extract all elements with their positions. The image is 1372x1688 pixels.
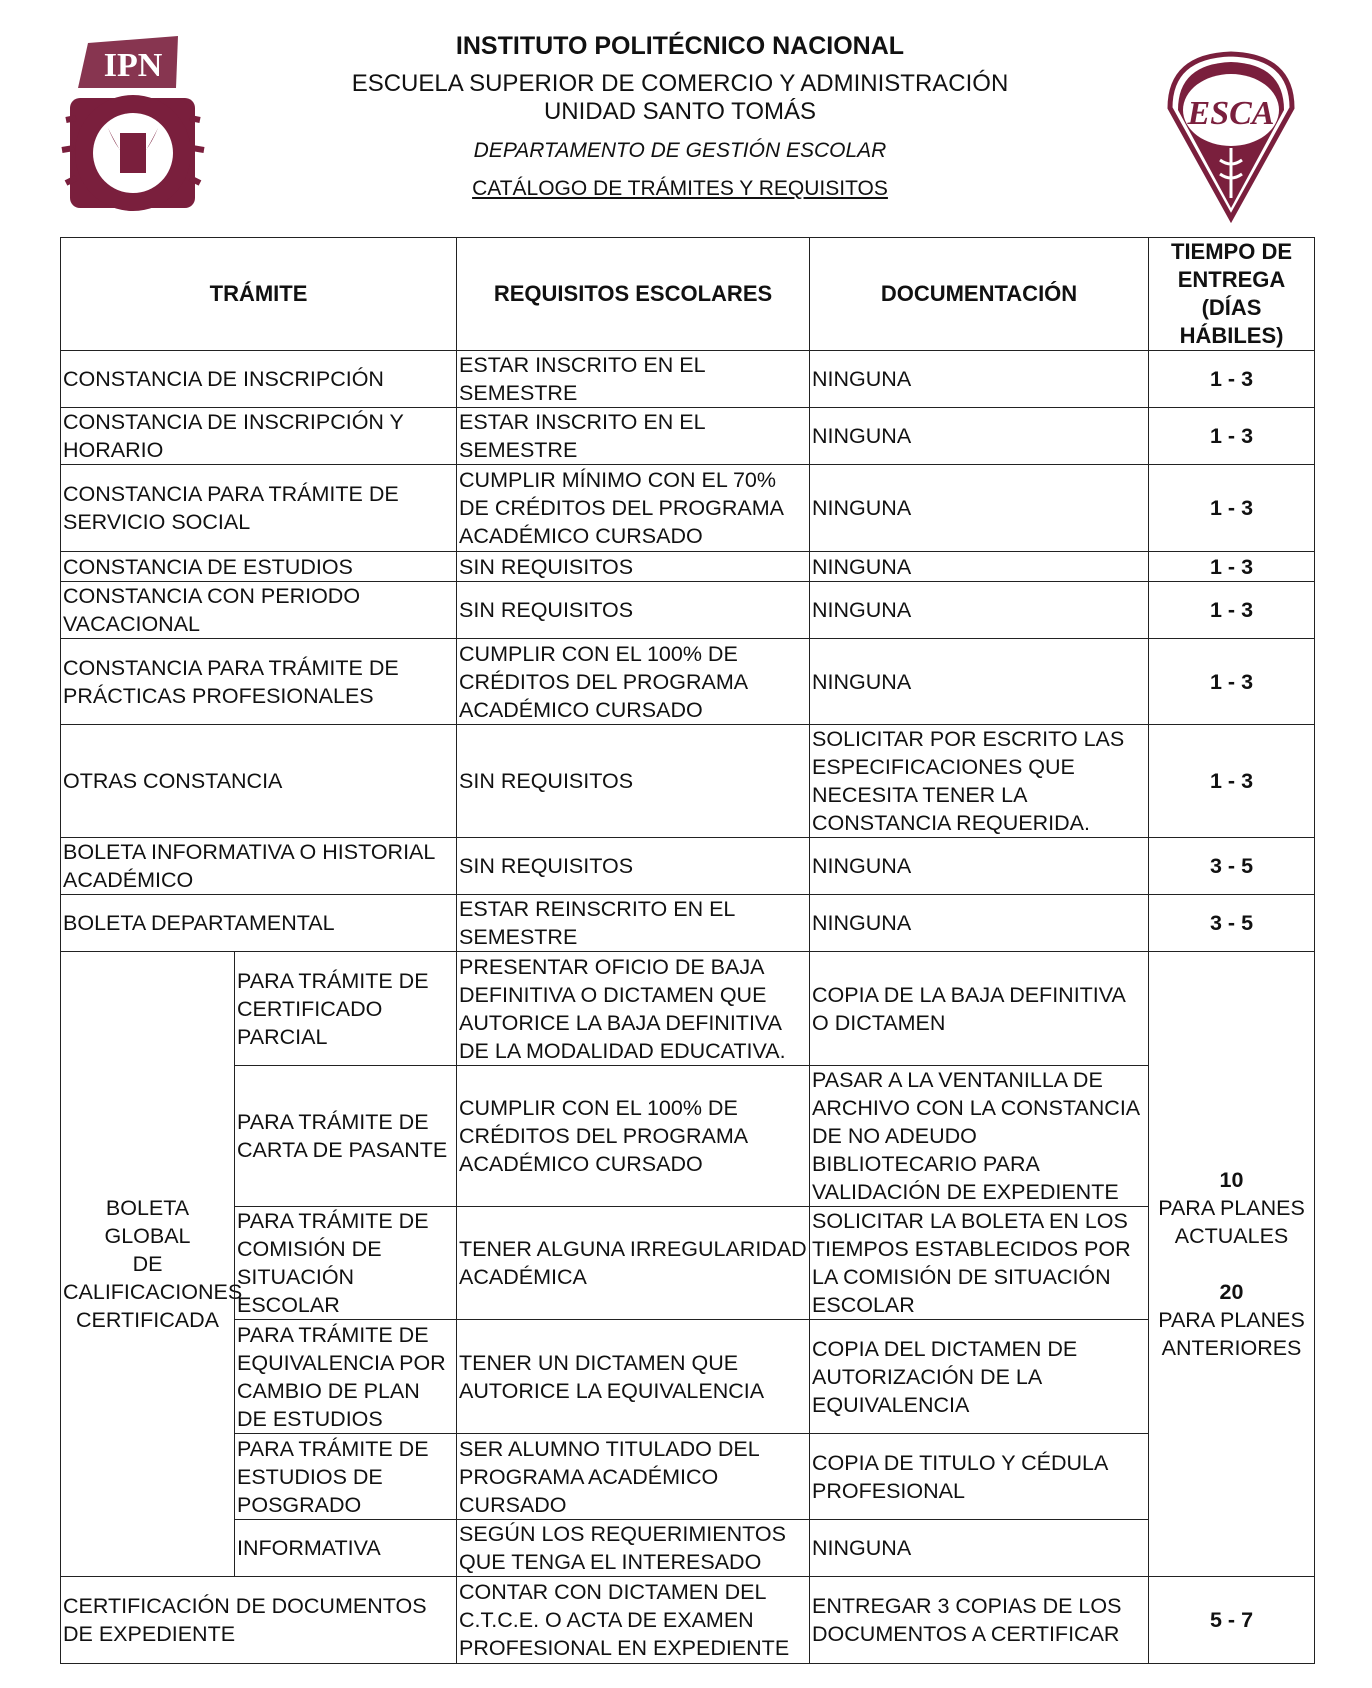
catalog-title: CATÁLOGO DE TRÁMITES Y REQUISITOS <box>472 177 888 200</box>
table-row <box>61 1434 1315 1520</box>
cell-requisitos: PRESENTAR OFICIO DE BAJA DEFINITIVA O DICTAMEN QUE AUTORICE LA BAJA DEFINITIVA DE LA MODALIDAD EDUCATIVA. <box>457 952 810 1066</box>
cell-requisitos: ESTAR INSCRITO EN EL SEMESTRE <box>457 408 810 465</box>
cell-tiempo: 5 - 7 <box>1149 1577 1315 1664</box>
table-row <box>61 952 1315 1066</box>
header-tiempo-line3: (DÍAS HÁBILES) <box>1179 295 1284 348</box>
cell-tiempo: 3 - 5 <box>1149 895 1315 952</box>
cell-documentacion: COPIA DE LA BAJA DEFINITIVA O DICTAMEN <box>810 952 1149 1066</box>
cell-documentacion: NINGUNA <box>810 465 1149 552</box>
table-row <box>61 465 1315 552</box>
cell-tramite: CONSTANCIA PARA TRÁMITE DE SERVICIO SOCIAL <box>61 465 457 552</box>
cell-tiempo: 1 - 3 <box>1149 351 1315 408</box>
cell-tiempo: 1 - 3 <box>1149 465 1315 552</box>
cell-requisitos: CONTAR CON DICTAMEN DEL C.T.C.E. O ACTA DE EXAMEN PROFESIONAL EN EXPEDIENTE <box>457 1577 810 1664</box>
table-row <box>61 408 1315 465</box>
tiempo-anteriores-line1: PARA PLANES <box>1158 1308 1305 1332</box>
cell-requisitos: SIN REQUISITOS <box>457 552 810 582</box>
cell-tiempo: 3 - 5 <box>1149 838 1315 895</box>
department-name: DEPARTAMENTO DE GESTIÓN ESCOLAR <box>473 139 887 162</box>
cell-documentacion: NINGUNA <box>810 552 1149 582</box>
cell-tramite: CONSTANCIA DE ESTUDIOS <box>61 552 457 582</box>
table-row <box>61 582 1315 639</box>
table-row <box>61 639 1315 725</box>
catalog-table <box>60 237 1315 1664</box>
document-header <box>0 0 1372 230</box>
cell-documentacion: NINGUNA <box>810 582 1149 639</box>
cell-tramite: CONSTANCIA DE INSCRIPCIÓN Y HORARIO <box>61 408 457 465</box>
cell-tramite: CONSTANCIA CON PERIODO VACACIONAL <box>61 582 457 639</box>
cell-subtramite: PARA TRÁMITE DE COMISIÓN DE SITUACIÓN ESCOLAR <box>235 1207 457 1320</box>
cell-requisitos: SIN REQUISITOS <box>457 725 810 838</box>
cell-requisitos: SER ALUMNO TITULADO DEL PROGRAMA ACADÉMICO CURSADO <box>457 1434 810 1520</box>
cell-documentacion: NINGUNA <box>810 408 1149 465</box>
cell-subtramite: INFORMATIVA <box>235 1520 457 1577</box>
cell-requisitos: SIN REQUISITOS <box>457 838 810 895</box>
tiempo-actuales-line2: ACTUALES <box>1174 1224 1289 1248</box>
cell-documentacion: COPIA DE TITULO Y CÉDULA PROFESIONAL <box>810 1434 1149 1520</box>
cell-tiempo: 1 - 3 <box>1149 408 1315 465</box>
cell-requisitos: CUMPLIR CON EL 100% DE CRÉDITOS DEL PROGRAMA ACADÉMICO CURSADO <box>457 639 810 725</box>
table-row <box>61 725 1315 838</box>
cell-subtramite: PARA TRÁMITE DE CARTA DE PASANTE <box>235 1066 457 1207</box>
cell-tramite: BOLETA DEPARTAMENTAL <box>61 895 457 952</box>
svg-text:IPN: IPN <box>103 47 163 84</box>
ipn-logo <box>58 28 208 228</box>
global-tramite-line2: DE <box>132 1252 163 1276</box>
cell-subtramite: PARA TRÁMITE DE ESTUDIOS DE POSGRADO <box>235 1434 457 1520</box>
table-row <box>61 1320 1315 1434</box>
tiempo-anteriores-line2: ANTERIORES <box>1161 1336 1302 1360</box>
cell-documentacion: SOLICITAR LA BOLETA EN LOS TIEMPOS ESTABLECIDOS POR LA COMISIÓN DE SITUACIÓN ESCOLAR <box>810 1207 1149 1320</box>
title-block <box>300 30 1060 202</box>
global-tramite-line4: CERTIFICADA <box>76 1308 219 1332</box>
header-documentacion: DOCUMENTACIÓN <box>810 238 1149 351</box>
header-tiempo-line2: ENTREGA <box>1177 267 1286 292</box>
cell-requisitos: CUMPLIR CON EL 100% DE CRÉDITOS DEL PROGRAMA ACADÉMICO CURSADO <box>457 1066 810 1207</box>
table-row <box>61 895 1315 952</box>
cell-requisitos: ESTAR REINSCRITO EN EL SEMESTRE <box>457 895 810 952</box>
institution-name: INSTITUTO POLITÉCNICO NACIONAL <box>455 32 905 60</box>
cell-documentacion: NINGUNA <box>810 838 1149 895</box>
cell-tiempo: 1 - 3 <box>1149 552 1315 582</box>
cell-tramite-global <box>61 952 243 1577</box>
cell-documentacion: NINGUNA <box>810 351 1149 408</box>
esca-logo <box>1162 48 1300 223</box>
cell-tramite: BOLETA INFORMATIVA O HISTORIAL ACADÉMICO <box>61 838 457 895</box>
global-tramite-line1: BOLETA GLOBAL <box>104 1196 191 1248</box>
cell-requisitos: TENER UN DICTAMEN QUE AUTORICE LA EQUIVALENCIA <box>457 1320 810 1434</box>
cell-tiempo-global <box>1149 952 1315 1577</box>
cell-tiempo: 1 - 3 <box>1149 639 1315 725</box>
table-header-row <box>61 238 1315 351</box>
cell-documentacion: SOLICITAR POR ESCRITO LAS ESPECIFICACIONES QUE NECESITA TENER LA CONSTANCIA REQUERIDA. <box>810 725 1149 838</box>
table-row <box>61 1207 1315 1320</box>
table-row <box>61 1520 1315 1577</box>
header-tiempo-line1: TIEMPO DE <box>1171 239 1293 264</box>
cell-requisitos: SEGÚN LOS REQUERIMIENTOS QUE TENGA EL INTERESADO <box>457 1520 810 1577</box>
cell-tramite: CONSTANCIA PARA TRÁMITE DE PRÁCTICAS PROFESIONALES <box>61 639 457 725</box>
cell-tiempo: 1 - 3 <box>1149 725 1315 838</box>
cell-subtramite: PARA TRÁMITE DE CERTIFICADO PARCIAL <box>235 952 457 1066</box>
cell-documentacion: NINGUNA <box>810 1520 1149 1577</box>
cell-tiempo: 1 - 3 <box>1149 582 1315 639</box>
table-row <box>61 1066 1315 1207</box>
tiempo-anteriores-num: 20 <box>1219 1280 1244 1304</box>
cell-tramite: CERTIFICACIÓN DE DOCUMENTOS DE EXPEDIENTE <box>61 1577 457 1664</box>
header-requisitos: REQUISITOS ESCOLARES <box>457 238 810 351</box>
table-row <box>61 351 1315 408</box>
table-row <box>61 838 1315 895</box>
cell-requisitos: TENER ALGUNA IRREGULARIDAD ACADÉMICA <box>457 1207 810 1320</box>
tiempo-actuales-line1: PARA PLANES <box>1158 1196 1305 1220</box>
svg-text:ESCA: ESCA <box>1187 95 1275 132</box>
cell-documentacion: COPIA DEL DICTAMEN DE AUTORIZACIÓN DE LA EQUIVALENCIA <box>810 1320 1149 1434</box>
cell-subtramite: PARA TRÁMITE DE EQUIVALENCIA POR CAMBIO DE PLAN DE ESTUDIOS <box>235 1320 457 1434</box>
cell-requisitos: SIN REQUISITOS <box>457 582 810 639</box>
cell-requisitos: CUMPLIR MÍNIMO CON EL 70% DE CRÉDITOS DEL PROGRAMA ACADÉMICO CURSADO <box>457 465 810 552</box>
cell-tramite: OTRAS CONSTANCIA <box>61 725 457 838</box>
cell-documentacion: ENTREGAR 3 COPIAS DE LOS DOCUMENTOS A CERTIFICAR <box>810 1577 1149 1664</box>
school-name: ESCUELA SUPERIOR DE COMERCIO Y ADMINISTRACIÓN <box>351 70 1009 97</box>
cell-documentacion: NINGUNA <box>810 639 1149 725</box>
tiempo-actuales-num: 10 <box>1219 1168 1244 1192</box>
header-tiempo <box>1149 238 1315 351</box>
global-tramite-line3: CALIFICACIONES <box>63 1280 243 1304</box>
table-row <box>61 552 1315 582</box>
cell-documentacion: NINGUNA <box>810 895 1149 952</box>
table-row <box>61 1577 1315 1664</box>
cell-documentacion: PASAR A LA VENTANILLA DE ARCHIVO CON LA CONSTANCIA DE NO ADEUDO BIBLIOTECARIO PARA VALIDACIÓN DE EXPEDIENTE <box>810 1066 1149 1207</box>
cell-tramite: CONSTANCIA DE INSCRIPCIÓN <box>61 351 457 408</box>
cell-requisitos: ESTAR INSCRITO EN EL SEMESTRE <box>457 351 810 408</box>
campus-name: UNIDAD SANTO TOMÁS <box>543 98 817 125</box>
header-tramite: TRÁMITE <box>61 238 457 351</box>
